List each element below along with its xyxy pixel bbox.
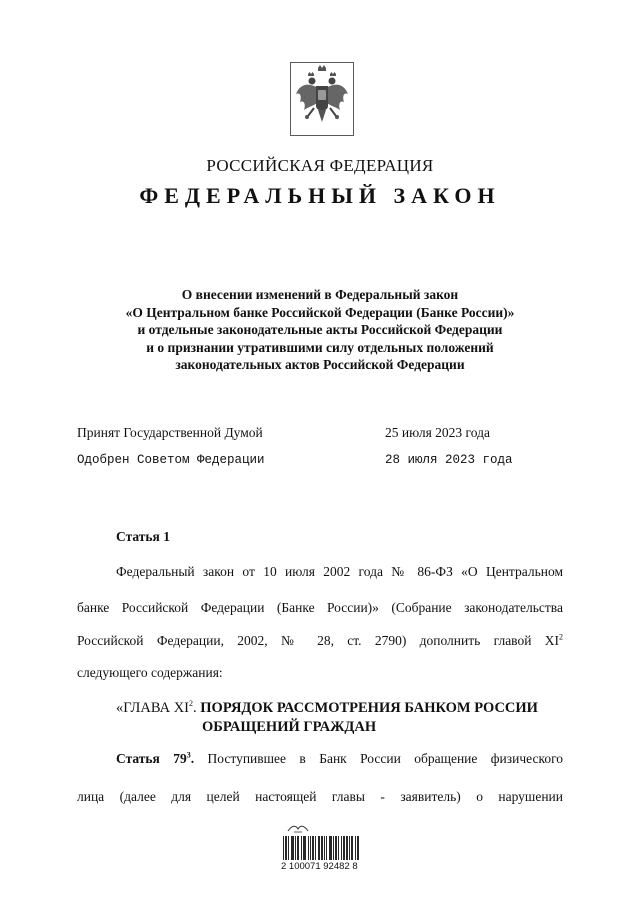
adoption-date: 28 июля 2023 года: [385, 453, 513, 467]
article-79-text-line: лица (далее для целей настоящей главы - заявитель) о нарушении: [77, 789, 563, 804]
adoption-label: Принят Государственной Думой: [77, 425, 263, 440]
barcode-bar: [318, 836, 319, 860]
barcode-bar: [315, 836, 316, 860]
barcode-bar: [285, 836, 286, 860]
barcode-bar: [283, 836, 284, 860]
article-79-text: Поступившее в Банк России обращение физического: [207, 751, 564, 766]
article-79-heading: Статья $79^3$.: [116, 750, 195, 766]
chapter-prefix: «ГЛАВА XI: [116, 700, 190, 716]
barcode-bar: [329, 836, 330, 860]
law-title-line: О внесении изменений в Федеральный закон: [181, 287, 459, 302]
superscript: 3: [186, 750, 191, 760]
law-title-line: «О Центральном банке Российской Федерации (Банке России)»: [125, 304, 515, 320]
chapter-heading: [116, 699, 566, 737]
barcode-bar: [335, 836, 336, 860]
law-type-heading: ФЕДЕРАЛЬНЫЙ ЗАКОН: [139, 183, 501, 208]
article-1-text-line: следующего содержания:: [77, 665, 223, 680]
barcode-bar: [304, 836, 305, 860]
chapter-heading-line: «ГЛАВА $XI^2$. ПОРЯДОК РАССМОТРЕНИЯ БАНКОМ РОССИИ: [116, 699, 538, 716]
chapter-title: ПОРЯДОК РАССМОТРЕНИЯ БАНКОМ РОССИИ: [200, 700, 538, 716]
barcode-bar: [330, 836, 331, 860]
barcode-bar: [333, 836, 334, 860]
article-1-text-line: банке Российской Федерации (Банке России)» (Собрание законодательства: [77, 600, 563, 615]
barcode-bar: [308, 836, 309, 860]
barcode-bar: [310, 836, 311, 860]
barcode-bar: [312, 836, 313, 860]
barcode-bar: [319, 836, 320, 860]
article-1-text: Российской Федерации, 2002, № 28, ст. 2790) дополнить главой XI: [77, 633, 559, 648]
barcode-bar: [326, 836, 327, 860]
barcode-bar: [344, 836, 345, 860]
barcode-bar: [357, 836, 358, 860]
adoption-council-row: [77, 453, 537, 471]
article-1-heading: Статья 1: [116, 529, 170, 544]
barcode-bar: [297, 836, 298, 860]
barcode: [283, 836, 361, 860]
superscript: 2: [189, 699, 194, 709]
barcode-bar: [298, 836, 299, 860]
coat-of-arms-emblem: [290, 62, 354, 136]
barcode-bar: [352, 836, 353, 860]
superscript: 2: [559, 632, 563, 642]
barcode-bar: [313, 836, 314, 860]
law-title-line: и отдельные законодательные акты Российской Федерации: [137, 322, 503, 337]
country-name: РОССИЙСКАЯ ФЕДЕРАЦИЯ: [206, 156, 434, 175]
barcode-bar: [324, 836, 325, 860]
barcode-bar: [346, 836, 347, 860]
barcode-bar: [295, 836, 296, 860]
adoption-duma-row: [77, 425, 537, 443]
adoption-label: Одобрен Советом Федерации: [77, 453, 265, 467]
law-title-line: законодательных актов Российской Федерации: [175, 357, 465, 372]
barcode-bar: [341, 836, 342, 860]
barcode-bar: [305, 836, 306, 860]
barcode-bar: [358, 836, 359, 860]
barcode-bar: [349, 836, 350, 860]
barcode-bar: [291, 836, 292, 860]
article-1-text-line: [77, 633, 563, 649]
registration-mark-icon: [286, 823, 310, 833]
barcode-bar: [321, 836, 322, 860]
article-79-first-line: [116, 751, 563, 767]
barcode-bar: [292, 836, 293, 860]
article-1-text-line: Федеральный закон от 10 июля 2002 года № 86-ФЗ «О Центральном: [116, 564, 563, 579]
barcode-bar: [343, 836, 344, 860]
barcode-bar: [351, 836, 352, 860]
barcode-bar: [347, 836, 348, 860]
barcode-bar: [336, 836, 337, 860]
law-title-line: и о признании утратившими силу отдельных положений: [146, 339, 494, 355]
law-title: [60, 286, 580, 374]
barcode-bar: [331, 836, 332, 860]
barcode-bar: [288, 836, 289, 860]
barcode-bar: [322, 836, 323, 860]
barcode-bar: [293, 836, 294, 860]
barcode-bar: [338, 836, 339, 860]
adoption-date: 25 июля 2023 года: [385, 425, 490, 440]
barcode-bar: [303, 836, 304, 860]
barcode-bar: [355, 836, 356, 860]
barcode-bar: [301, 836, 302, 860]
chapter-title-line2: ОБРАЩЕНИЙ ГРАЖДАН: [202, 719, 377, 735]
barcode-number: 2 100071 92482 8: [281, 861, 358, 872]
barcode-bar: [286, 836, 287, 860]
